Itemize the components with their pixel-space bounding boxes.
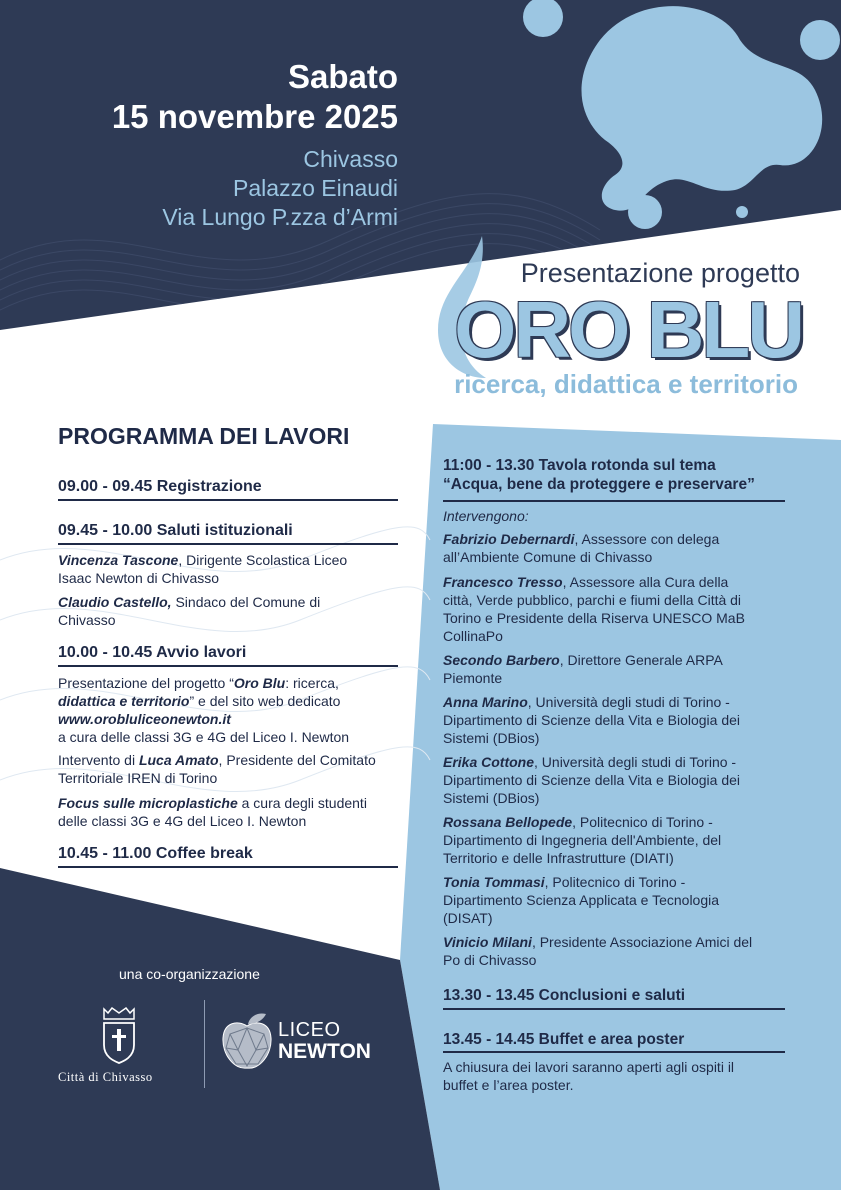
divider: [443, 500, 785, 502]
divider: [443, 1051, 785, 1053]
speaker-bellopede: Rossana Bellopede, Politecnico di Torino - Dipartimento di Ingegneria dell'Ambiente, del Territorio e delle Infrastrutture (DIATI): [443, 814, 722, 866]
presentation-label: Presentazione progetto: [520, 258, 800, 288]
program-heading: PROGRAMMA DEI LAVORI: [58, 423, 350, 449]
project-subtitle: ricerca, didattica e territorio: [454, 369, 798, 399]
speaker-tresso: Francesco Tresso, Assessore alla Cura della città, Verde pubblico, parchi e fiumi della Città di Torino e Presidente della Riserva UNESCO MaB CollinaPo: [443, 574, 745, 644]
speaker-tascone: Vincenza Tascone, Dirigente Scolastica Liceo Isaac Newton di Chivasso: [58, 552, 348, 586]
newton-apple-icon: [218, 1010, 276, 1074]
avvio-focus: Focus sulle microplastiche a cura degli studenti delle classi 3G e 4G del Liceo I. Newton: [58, 795, 367, 829]
item-saluti: 09.45 - 10.00 Saluti istituzionali: [58, 522, 293, 539]
intervengono-label: Intervengono:: [443, 508, 529, 524]
event-day: Sabato: [287, 58, 398, 95]
speaker-debernardi: Fabrizio Debernardi, Assessore con delega all’Ambiente Comune di Chivasso: [443, 531, 720, 565]
tavola-theme: “Acqua, bene da proteggere e preservare”: [443, 476, 755, 493]
avvio-presentazione: Presentazione del progetto “Oro Blu: ricerca, didattica e territorio” e del sito web dedicato www.orobluliceonewton.it a cura delle classi 3G e 4G del Liceo I. Newton: [58, 675, 350, 745]
chivasso-crest-icon: [98, 1005, 140, 1065]
divider: [58, 543, 398, 545]
speaker-marino: Anna Marino, Università degli studi di Torino - Dipartimento di Scienze della Vita e Biologia dei Sistemi (DBios): [443, 694, 741, 746]
event-date: 15 novembre 2025: [111, 98, 398, 135]
liceo-logo-label: LICEO: [278, 1019, 341, 1041]
divider: [58, 866, 398, 868]
item-conclusioni: 13.30 - 13.45 Conclusioni e saluti: [443, 987, 686, 1004]
speaker-barbero: Secondo Barbero, Direttore Generale ARPA Piemonte: [443, 652, 723, 686]
avvio-intervento: Intervento di Luca Amato, Presidente del Comitato Territoriale IREN di Torino: [58, 752, 376, 786]
chivasso-logo-text: Città di Chivasso: [58, 1070, 153, 1084]
divider: [58, 499, 398, 501]
item-coffee: 10.45 - 11.00 Coffee break: [58, 845, 253, 862]
item-buffet: 13.45 - 14.45 Buffet e area poster: [443, 1031, 685, 1048]
tavola-title: 11:00 - 13.30 Tavola rotonda sul tema: [443, 457, 716, 474]
coorganization-label: una co-organizzazione: [119, 966, 260, 982]
divider: [58, 665, 398, 667]
project-name: ORO BLU: [454, 285, 802, 374]
speaker-castello: Claudio Castello, Sindaco del Comune di Chivasso: [58, 594, 321, 628]
item-registrazione: 09.00 - 09.45 Registrazione: [58, 478, 262, 495]
buffet-description: A chiusura dei lavori saranno aperti agli ospiti il buffet e l’area poster.: [443, 1059, 735, 1093]
speaker-tommasi: Tonia Tommasi, Politecnico di Torino - Dipartimento Scienza Applicata e Tecnologia (DISAT): [443, 874, 720, 926]
item-avvio: 10.00 - 10.45 Avvio lavori: [58, 644, 247, 661]
speaker-cottone: Erika Cottone, Università degli studi di Torino - Dipartimento di Scienze della Vita e Biologia dei Sistemi (DBios): [443, 754, 741, 806]
event-venue: Palazzo Einaudi: [233, 175, 398, 201]
event-address: Via Lungo P.zza d’Armi: [162, 204, 398, 230]
newton-logo-label: NEWTON: [278, 1040, 371, 1063]
speaker-milani: Vinicio Milani, Presidente Associazione Amici del Po di Chivasso: [443, 934, 753, 968]
logo-divider: [204, 1000, 205, 1088]
divider: [443, 1008, 785, 1010]
event-city: Chivasso: [303, 146, 398, 172]
